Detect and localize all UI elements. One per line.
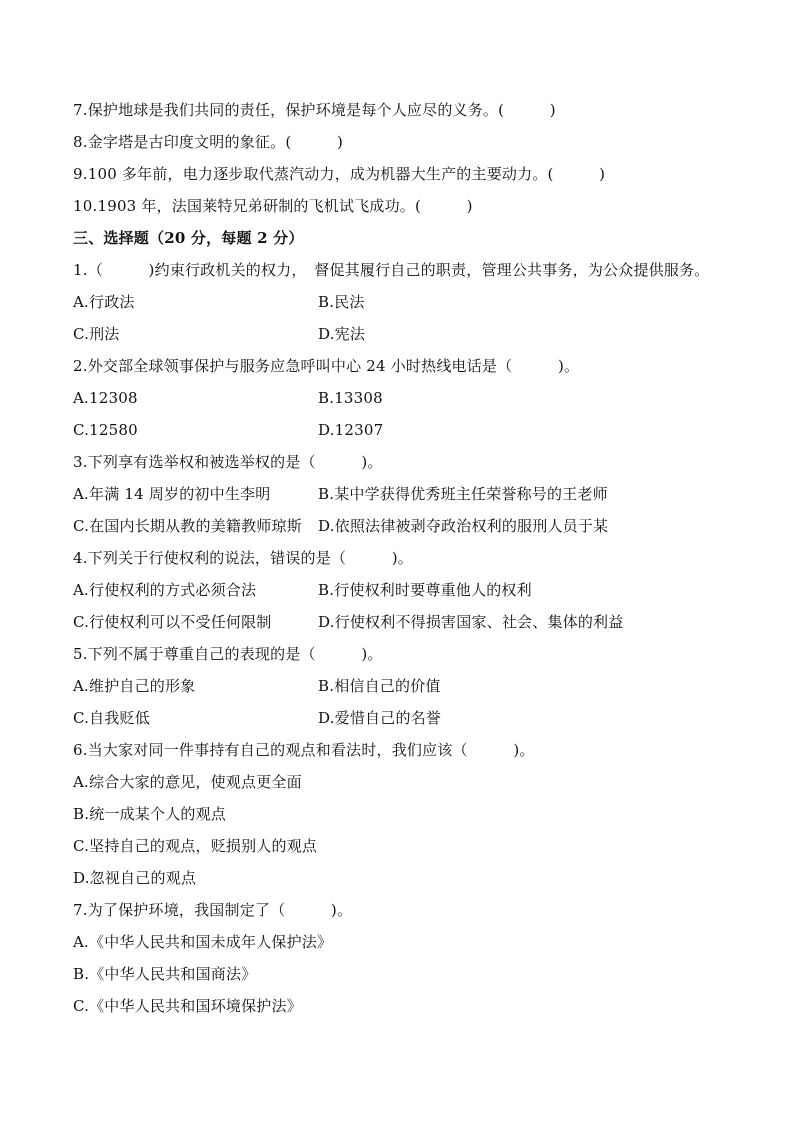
question-1-option-d: D.宪法: [318, 325, 366, 343]
question-4-option-d: D.行使权利不得损害国家、社会、集体的利益: [318, 613, 624, 631]
question-6-option-b: B.统一成某个人的观点: [73, 805, 226, 823]
question-6-option-a: A.综合大家的意见，使观点更全面: [73, 773, 302, 791]
question-2-option-a: A.12308: [73, 389, 138, 407]
question-stem-3: 3.下列享有选举权和被选举权的是（ )。: [73, 453, 383, 471]
question-7-option-c: C.《中华人民共和国环境保护法》: [73, 997, 302, 1015]
question-1-option-b: B.民法: [318, 293, 365, 311]
judgement-item-7: 7.保护地球是我们共同的责任，保护环境是每个人应尽的义务。( ): [73, 101, 556, 119]
question-3-option-c: C.在国内长期从教的美籍教师琼斯: [73, 517, 302, 535]
question-stem-1: 1.（ )约束行政机关的权力， 督促其履行自己的职责，管理公共事务，为公众提供服务。: [73, 261, 710, 279]
question-6-option-d: D.忽视自己的观点: [73, 869, 197, 887]
question-5-option-b: B.相信自己的价值: [318, 677, 441, 695]
question-5-option-a: A.维护自己的形象: [73, 677, 196, 695]
question-2-option-d: D.12307: [318, 421, 384, 439]
judgement-item-9: 9.100 多年前，电力逐步取代蒸汽动力，成为机器大生产的主要动力。( ): [73, 165, 606, 183]
judgement-item-8: 8.金字塔是古印度文明的象征。( ): [73, 133, 344, 151]
question-4-option-c: C.行使权利可以不受任何限制: [73, 613, 272, 631]
question-4-option-a: A.行使权利的方式必须合法: [73, 581, 257, 599]
question-3-option-a: A.年满 14 周岁的初中生李明: [73, 485, 271, 503]
question-4-option-b: B.行使权利时要尊重他人的权利: [318, 581, 532, 599]
question-5-option-d: D.爱惜自己的名誉: [318, 709, 442, 727]
question-2-option-c: C.12580: [73, 421, 138, 439]
question-stem-7: 7.为了保护环境，我国制定了（ )。: [73, 901, 353, 919]
question-3-option-b: B.某中学获得优秀班主任荣誉称号的王老师: [318, 485, 608, 503]
question-stem-5: 5.下列不属于尊重自己的表现的是（ )。: [73, 645, 383, 663]
judgement-item-10: 10.1903 年，法国莱特兄弟研制的飞机试飞成功。( ): [73, 197, 473, 215]
question-2-option-b: B.13308: [318, 389, 383, 407]
question-7-option-a: A.《中华人民共和国未成年人保护法》: [73, 933, 333, 951]
question-7-option-b: B.《中华人民共和国商法》: [73, 965, 257, 983]
question-stem-6: 6.当大家对同一件事持有自己的观点和看法时，我们应该（ )。: [73, 741, 535, 759]
question-6-option-c: C.坚持自己的观点，贬损别人的观点: [73, 837, 318, 855]
question-5-option-c: C.自我贬低: [73, 709, 150, 727]
section-heading: 三、选择题（20 分，每题 2 分）: [73, 229, 304, 247]
question-3-option-d: D.依照法律被剥夺政治权利的服刑人员于某: [318, 517, 609, 535]
question-stem-4: 4.下列关于行使权利的说法，错误的是（ )。: [73, 549, 413, 567]
question-stem-2: 2.外交部全球领事保护与服务应急呼叫中心 24 小时热线电话是（ )。: [73, 357, 580, 375]
question-1-option-a: A.行政法: [73, 293, 135, 311]
question-1-option-c: C.刑法: [73, 325, 120, 343]
